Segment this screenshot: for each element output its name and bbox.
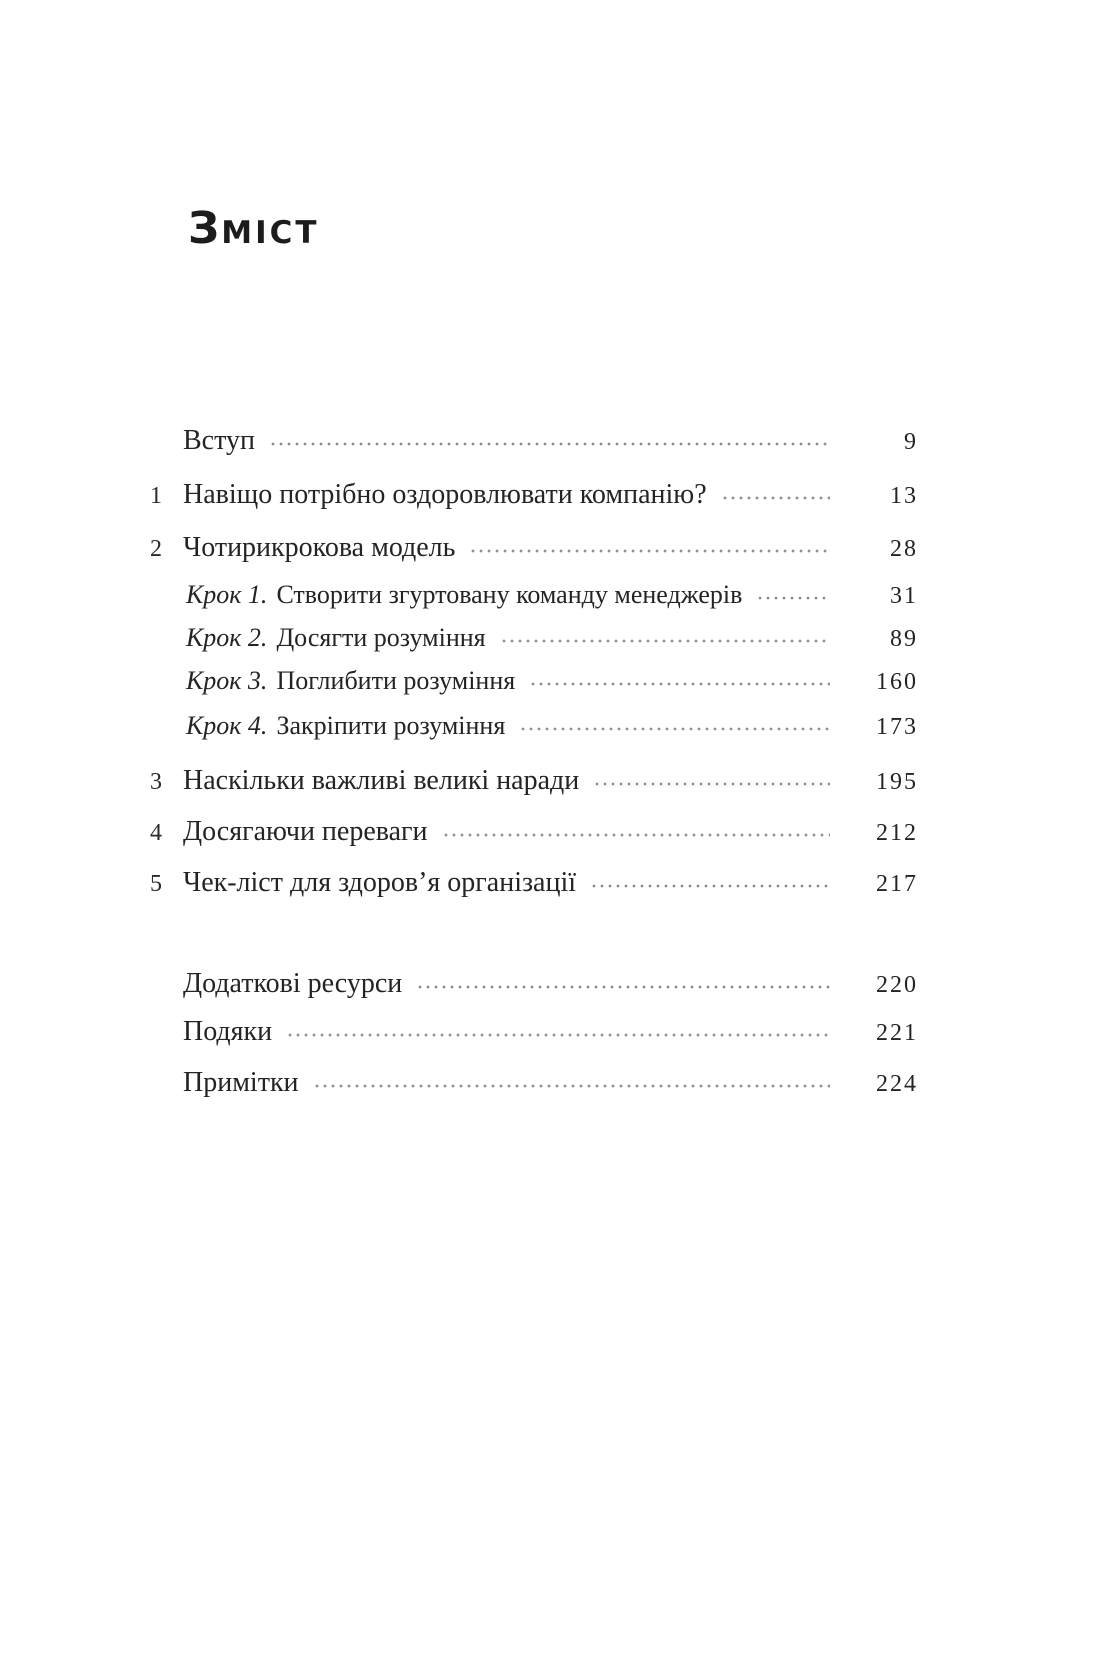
toc-entry-chapter-1 xyxy=(150,478,918,513)
toc-entry-step-3 xyxy=(150,665,918,698)
page-title-initial: З xyxy=(188,203,222,254)
toc-entry-resources xyxy=(150,967,918,1002)
dot-leader xyxy=(721,481,830,503)
dot-leader xyxy=(469,534,830,556)
page-number: 221 xyxy=(876,1020,918,1046)
entry-title: Примітки xyxy=(183,1067,299,1098)
entry-title: Наскільки важливі великі наради xyxy=(183,765,580,796)
page-number: 160 xyxy=(876,669,918,695)
page-number: 28 xyxy=(890,536,918,562)
chapter-number: 5 xyxy=(150,871,162,897)
page-number: 31 xyxy=(890,583,918,609)
toc-entry-notes xyxy=(150,1066,918,1101)
chapter-number: 1 xyxy=(150,483,162,509)
dot-leader xyxy=(269,427,830,449)
toc-entry-step-1 xyxy=(150,579,918,612)
step-prefix: Крок 4. xyxy=(186,711,268,740)
dot-leader xyxy=(416,970,830,992)
step-prefix: Крок 1. xyxy=(186,580,268,609)
dot-leader xyxy=(519,712,830,734)
toc-entry-chapter-3 xyxy=(150,764,918,799)
chapter-number: 3 xyxy=(150,769,162,795)
entry-title: Поглибити розуміння xyxy=(276,666,516,695)
page-number: 173 xyxy=(876,714,918,740)
entry-title: Вступ xyxy=(183,425,255,456)
dot-leader xyxy=(500,624,830,646)
entry-title: Чек-ліст для здоров’я організації xyxy=(183,867,576,898)
page-title xyxy=(188,205,320,257)
entry-title: Досягаючи переваги xyxy=(183,816,428,847)
entry-title: Досягти розуміння xyxy=(276,623,486,652)
dot-leader xyxy=(442,818,830,840)
table-of-contents xyxy=(150,424,918,1101)
toc-entry-acknowledgements xyxy=(150,1015,918,1050)
page-number: 195 xyxy=(876,769,918,795)
page-number: 89 xyxy=(890,626,918,652)
toc-entry-intro xyxy=(150,424,918,459)
toc-entry-chapter-4 xyxy=(150,815,918,850)
page-number: 212 xyxy=(876,820,918,846)
entry-title: Додаткові ресурси xyxy=(183,968,403,999)
toc-entry-chapter-2 xyxy=(150,531,918,566)
page-number: 217 xyxy=(876,871,918,897)
entry-title: Закріпити розуміння xyxy=(276,711,506,740)
toc-entry-chapter-5 xyxy=(150,866,918,901)
dot-leader xyxy=(593,767,830,789)
toc-entry-step-4 xyxy=(150,710,918,743)
entry-title: Створити згуртовану команду менеджерів xyxy=(276,580,743,609)
toc-entry-step-2 xyxy=(150,622,918,655)
dot-leader xyxy=(313,1069,830,1091)
page-number: 13 xyxy=(890,483,918,509)
dot-leader xyxy=(286,1018,830,1040)
entry-title: Навіщо потрібно оздоровлювати компанію? xyxy=(183,479,707,510)
page-number: 224 xyxy=(876,1071,918,1097)
chapter-number: 4 xyxy=(150,820,162,846)
step-prefix: Крок 3. xyxy=(186,666,268,695)
page-number: 220 xyxy=(876,972,918,998)
page-title-rest: МІСТ xyxy=(221,215,320,251)
step-prefix: Крок 2. xyxy=(186,623,268,652)
entry-title: Подяки xyxy=(183,1016,273,1047)
entry-title: Чотирикрокова модель xyxy=(183,532,456,563)
page-number: 9 xyxy=(904,429,918,455)
dot-leader xyxy=(756,581,830,603)
dot-leader xyxy=(529,667,830,689)
dot-leader xyxy=(590,869,830,891)
chapter-number: 2 xyxy=(150,536,162,562)
